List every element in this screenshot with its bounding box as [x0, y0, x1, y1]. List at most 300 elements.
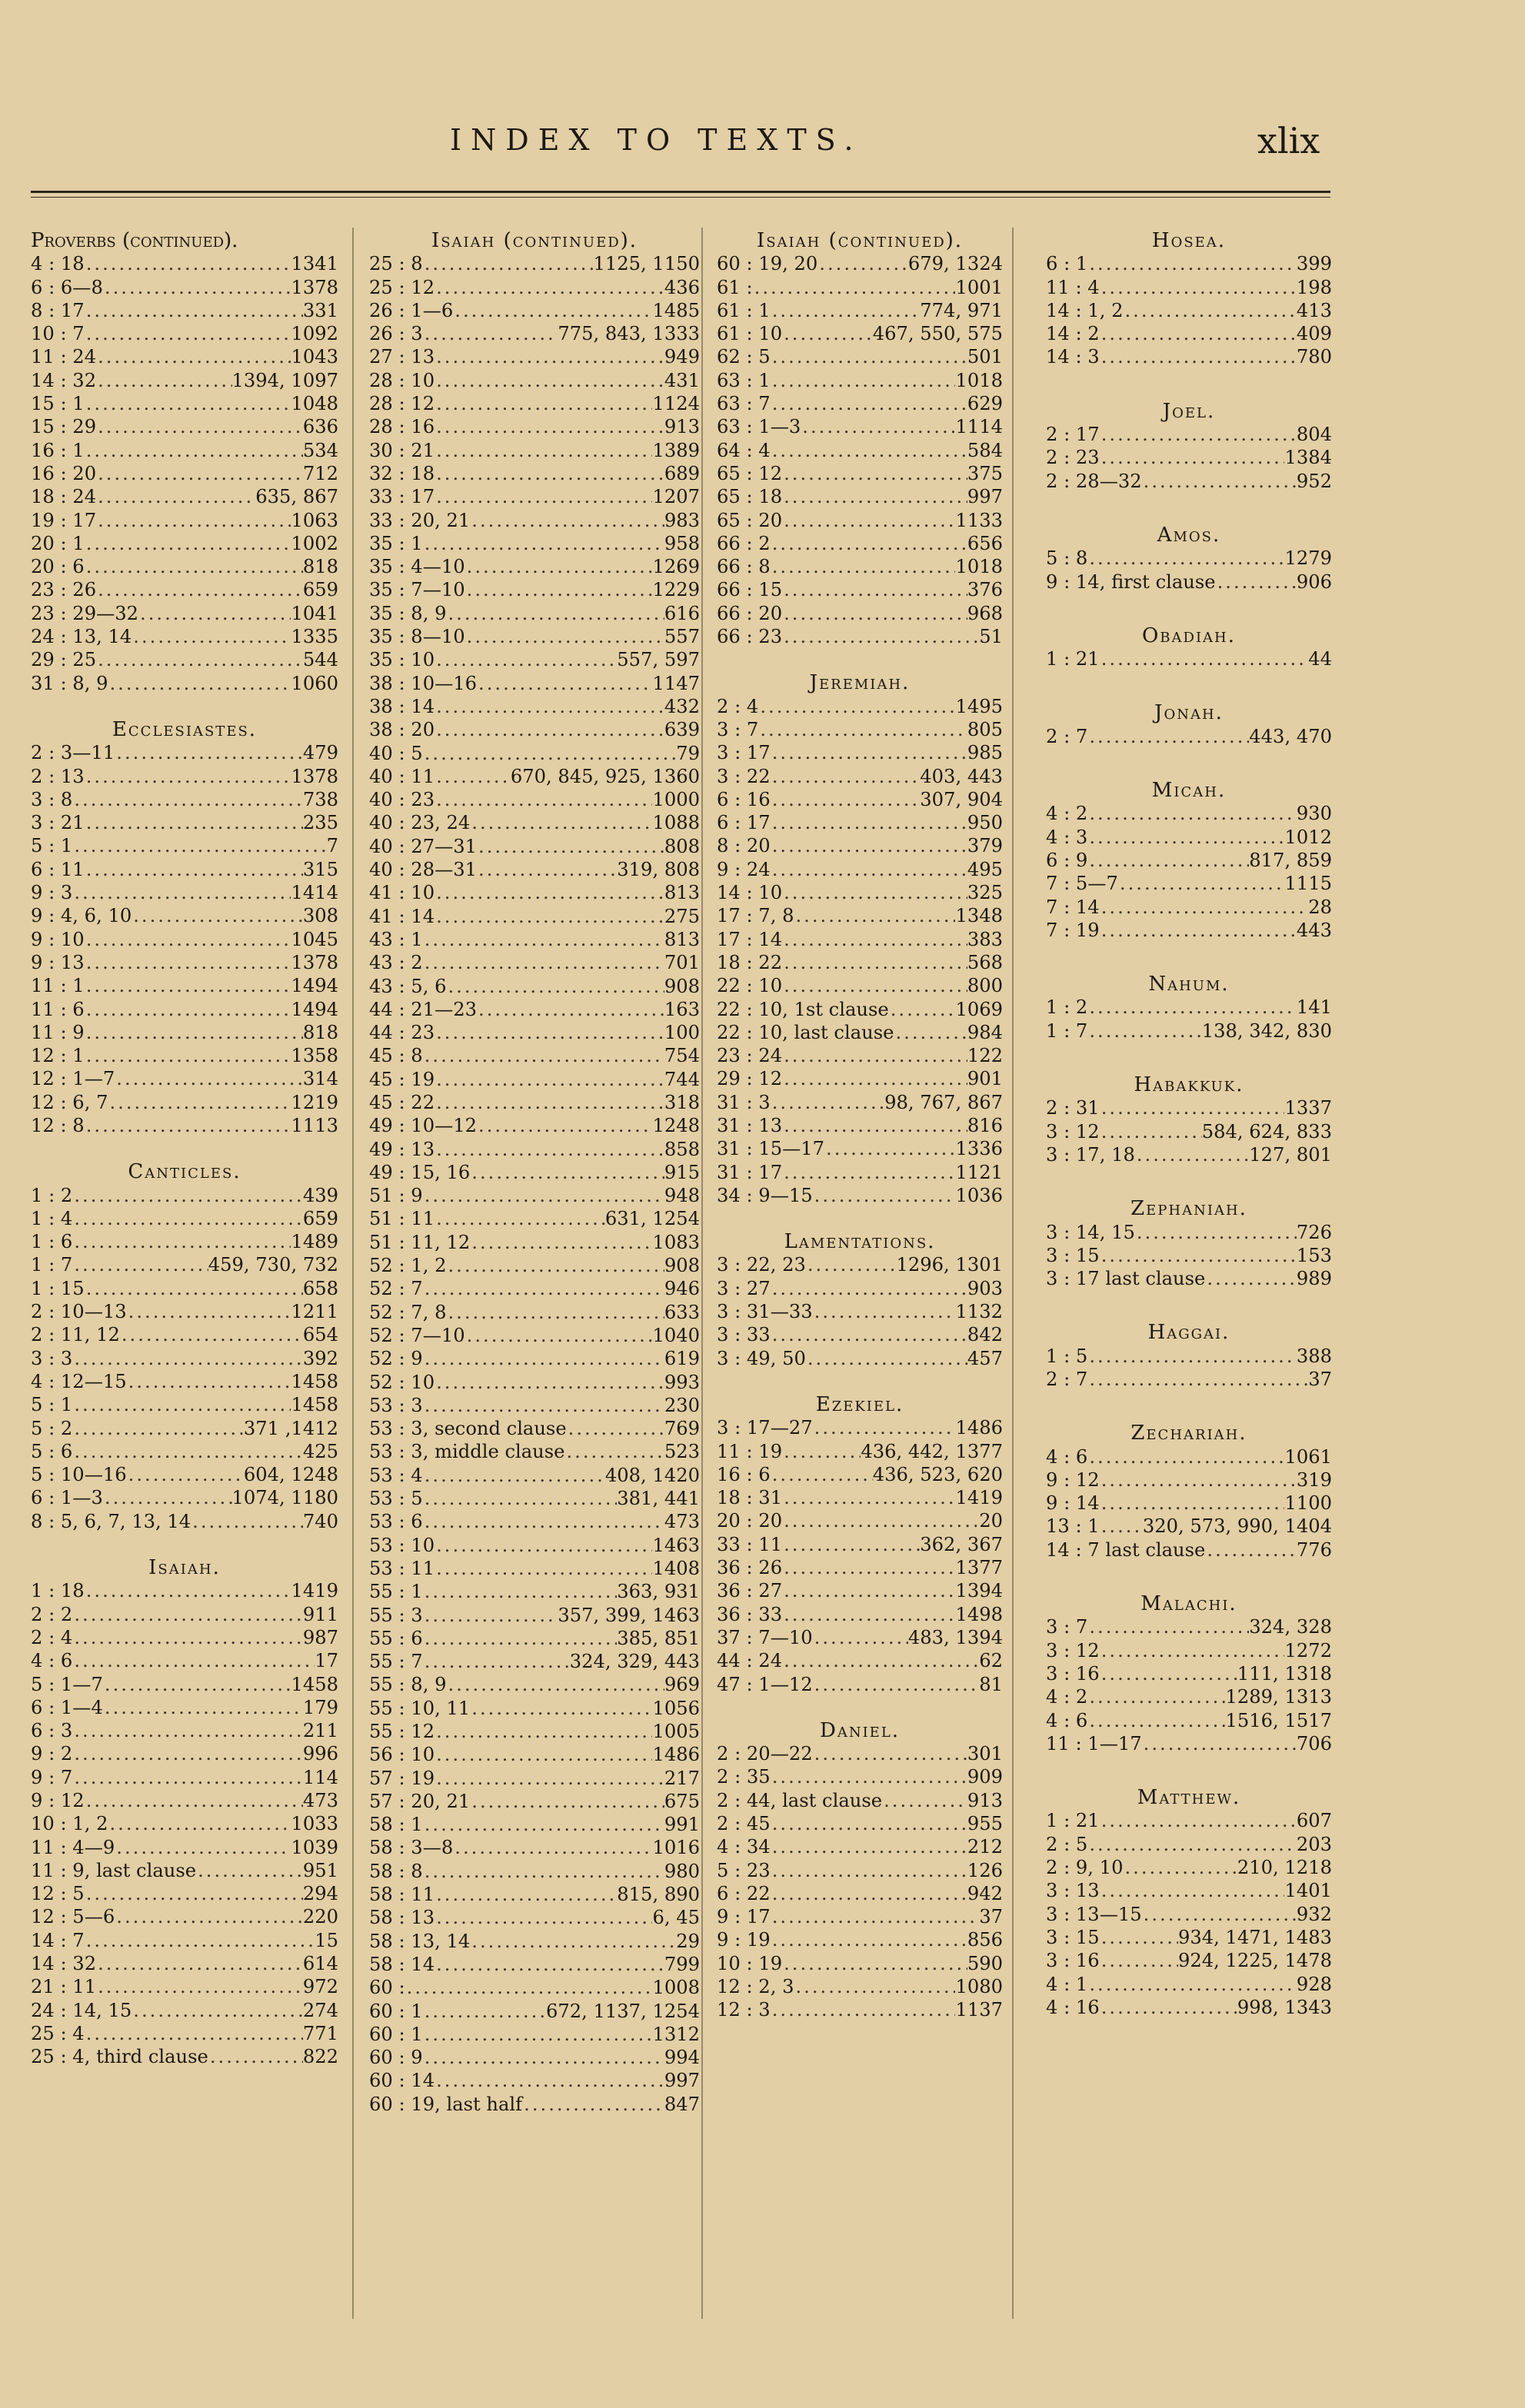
index-entry — [1046, 802, 1332, 825]
page-reference: 909 — [967, 1766, 1003, 1788]
section-gap — [1046, 594, 1332, 624]
page-reference: 1092 — [291, 323, 338, 345]
index-entry — [31, 1579, 338, 1602]
dot-leader — [758, 718, 967, 741]
dot-leader — [1100, 345, 1297, 368]
page-reference: 701 — [664, 952, 700, 974]
text-reference: 3 : 8 — [31, 788, 73, 810]
text-reference: 45 : 19 — [369, 1068, 435, 1090]
text-reference: 66 : 2 — [717, 532, 771, 554]
dot-leader — [782, 1486, 955, 1509]
index-entry — [1046, 1879, 1332, 1902]
index-entry — [31, 881, 338, 904]
index-entry — [1046, 1120, 1332, 1143]
dot-leader — [771, 1277, 967, 1300]
page-reference: 1289, 1313 — [1225, 1686, 1332, 1708]
text-reference: 2 : 13 — [31, 765, 85, 787]
dot-leader — [1100, 896, 1309, 919]
index-entry — [369, 1534, 700, 1557]
index-entry — [369, 1044, 700, 1067]
index-entry — [369, 1510, 700, 1533]
section-gap — [31, 1137, 338, 1160]
index-entry — [717, 811, 1003, 834]
index-entry — [1046, 1926, 1332, 1949]
text-reference: 3 : 17 last clause — [1046, 1268, 1206, 1290]
dot-leader — [1087, 547, 1284, 570]
page-reference: 1012 — [1284, 826, 1332, 848]
dot-leader — [771, 555, 956, 578]
index-entry — [1046, 1019, 1332, 1043]
index-entry — [369, 252, 700, 275]
index-entry — [369, 1277, 700, 1300]
text-reference: 2 : 20—22 — [717, 1743, 813, 1765]
dot-leader — [208, 2045, 303, 2068]
dot-leader — [1118, 872, 1285, 895]
page-reference: 991 — [664, 1814, 700, 1836]
text-reference: 9 : 12 — [1046, 1468, 1100, 1491]
dot-leader — [782, 951, 967, 974]
text-reference: 45 : 22 — [369, 1091, 435, 1113]
index-entry — [1046, 276, 1332, 299]
index-entry — [31, 1091, 338, 1114]
dot-leader — [794, 904, 955, 927]
text-reference: 4 : 34 — [717, 1836, 771, 1858]
page-reference: 816 — [967, 1114, 1003, 1136]
dot-leader — [191, 1510, 303, 1533]
page-reference: 473 — [302, 1790, 338, 1811]
dot-leader — [96, 415, 303, 438]
page-reference: 1495 — [955, 695, 1003, 717]
index-entry — [717, 1463, 1003, 1486]
text-reference: 49 : 10—12 — [369, 1115, 478, 1137]
text-reference: 6 : 1 — [1046, 253, 1088, 275]
index-entry — [369, 2069, 700, 2092]
index-entry — [369, 1813, 700, 1836]
page-reference: 425 — [302, 1440, 338, 1462]
text-reference: 5 : 6 — [31, 1440, 73, 1462]
page-reference: 656 — [967, 532, 1003, 554]
page-reference: 1458 — [291, 1673, 338, 1695]
text-reference: 23 : 29—32 — [31, 602, 139, 624]
text-reference: 44 : 23 — [369, 1022, 435, 1044]
text-reference: 4 : 3 — [1046, 826, 1088, 848]
text-reference: 35 : 4—10 — [369, 556, 465, 578]
dot-leader — [72, 1184, 303, 1207]
page-reference: 913 — [664, 416, 700, 438]
index-entry — [369, 1673, 700, 1696]
page-reference: 1348 — [955, 905, 1003, 927]
dot-leader — [108, 1091, 291, 1114]
dot-leader — [115, 741, 303, 764]
text-reference: 3 : 22, 23 — [717, 1254, 806, 1276]
text-reference: 14 : 2 — [1046, 323, 1100, 345]
dot-leader — [423, 1627, 618, 1650]
dot-leader — [85, 1579, 291, 1602]
dot-leader — [103, 1486, 232, 1509]
index-entry — [1046, 1221, 1332, 1244]
dot-leader — [782, 1533, 920, 1556]
index-entry — [717, 1440, 1003, 1463]
section-gap — [1046, 493, 1332, 524]
index-entry — [31, 1673, 338, 1696]
dot-leader — [435, 1371, 664, 1394]
index-entry — [717, 392, 1003, 415]
index-entry — [717, 299, 1003, 322]
text-reference: 24 : 14, 15 — [31, 1999, 132, 2021]
page-reference: 1008 — [652, 1977, 700, 1999]
index-entry — [717, 881, 1003, 904]
page-reference: 217 — [664, 1767, 700, 1789]
text-reference: 2 : 23 — [1046, 447, 1100, 469]
text-reference: 15 : 1 — [31, 393, 85, 415]
index-entry — [1046, 252, 1332, 275]
dot-leader — [564, 1440, 664, 1463]
header-rule-thin — [31, 197, 1330, 198]
index-entry — [31, 1463, 338, 1486]
text-reference: 2 : 3—11 — [31, 742, 115, 764]
dot-leader — [423, 1487, 618, 1510]
page-reference: 376 — [967, 579, 1003, 601]
text-reference: 14 : 1, 2 — [1046, 299, 1124, 321]
index-entry — [31, 834, 338, 857]
text-reference: 60 : 19, last half — [369, 2093, 523, 2115]
page-reference: 1056 — [652, 1697, 700, 1719]
page-reference: 1389 — [652, 439, 700, 461]
dot-leader — [1123, 1856, 1237, 1879]
page-reference: 114 — [302, 1766, 338, 1788]
text-reference: 7 : 14 — [1046, 896, 1100, 918]
text-reference: 9 : 19 — [717, 1929, 771, 1951]
page-reference: 324, 328 — [1249, 1616, 1332, 1638]
page-reference: 1063 — [291, 509, 338, 531]
text-reference: 63 : 1 — [717, 369, 771, 391]
dot-leader — [85, 998, 291, 1021]
index-entry — [369, 788, 700, 811]
page-reference: 198 — [1296, 276, 1332, 298]
text-reference: 2 : 17 — [1046, 424, 1100, 446]
text-reference: 11 : 1—17 — [1046, 1732, 1142, 1754]
text-reference: 3 : 33 — [717, 1324, 771, 1346]
dot-leader — [115, 1836, 291, 1859]
index-entry — [369, 1021, 700, 1044]
page-reference: 1229 — [652, 579, 700, 601]
page-reference: 1494 — [291, 998, 338, 1020]
dot-leader — [1205, 1267, 1296, 1290]
page-reference: 804 — [1296, 424, 1332, 446]
section-heading: Nahum. — [1148, 973, 1230, 996]
dot-leader — [1100, 1120, 1202, 1143]
text-reference: 12 : 6, 7 — [31, 1091, 108, 1113]
page-reference: 62 — [979, 1650, 1003, 1672]
index-entry — [1046, 1732, 1332, 1755]
page-reference: 928 — [1296, 1973, 1332, 1995]
text-reference: 43 : 1 — [369, 928, 423, 950]
page-reference: 308 — [302, 905, 338, 927]
text-reference: 11 : 4 — [1046, 276, 1100, 298]
page-reference: 740 — [302, 1510, 338, 1532]
text-reference: 5 : 1 — [31, 1394, 73, 1416]
index-entry — [369, 718, 700, 741]
index-entry — [369, 1650, 700, 1673]
dot-leader — [96, 578, 303, 601]
dot-leader — [85, 1277, 303, 1300]
index-entry — [369, 1371, 700, 1394]
page-number: xlix — [1257, 120, 1320, 161]
page-reference: 20 — [979, 1510, 1003, 1532]
dot-leader — [435, 439, 652, 462]
dot-leader — [771, 1463, 873, 1486]
index-entry — [1046, 570, 1332, 594]
text-reference: 35 : 7—10 — [369, 579, 465, 601]
dot-leader — [127, 1463, 244, 1486]
index-entry — [369, 1207, 700, 1230]
dot-leader — [435, 718, 664, 741]
section-heading: Jonah. — [1154, 701, 1224, 725]
dot-leader — [423, 951, 664, 974]
dot-leader — [132, 1999, 303, 2022]
index-entry — [31, 392, 338, 415]
text-reference: 55 : 12 — [369, 1721, 435, 1742]
dot-leader — [1100, 1879, 1285, 1902]
text-reference: 51 : 11 — [369, 1208, 435, 1230]
text-reference: 6 : 11 — [31, 858, 85, 880]
dot-leader — [813, 1742, 967, 1765]
dot-leader — [782, 509, 955, 532]
dot-leader — [889, 998, 956, 1021]
text-reference: 55 : 3 — [369, 1604, 423, 1626]
text-reference: 58 : 1 — [369, 1814, 423, 1836]
page-reference: 754 — [664, 1045, 700, 1067]
text-reference: 20 : 1 — [31, 532, 85, 554]
dot-leader — [782, 602, 967, 625]
page-reference: 998, 1343 — [1237, 1996, 1332, 2018]
page-reference: 799 — [664, 1953, 700, 1975]
text-reference: 44 : 21—23 — [369, 998, 478, 1020]
page-reference: 948 — [664, 1185, 700, 1207]
text-reference: 1 : 15 — [31, 1277, 85, 1299]
text-reference: 14 : 32 — [31, 369, 97, 391]
index-entry — [1046, 1492, 1332, 1515]
text-reference: 38 : 14 — [369, 695, 435, 717]
page-reference: 908 — [664, 1255, 700, 1277]
page-reference: 994 — [664, 2047, 700, 2069]
index-entry — [717, 695, 1003, 718]
dot-leader — [85, 252, 291, 275]
text-reference: 33 : 17 — [369, 486, 435, 508]
index-entry — [369, 1604, 700, 1627]
index-entry — [369, 1417, 700, 1440]
dot-leader — [782, 1603, 955, 1626]
dot-leader — [435, 1557, 652, 1580]
text-reference: 3 : 7 — [717, 718, 759, 740]
index-entry — [369, 1627, 700, 1650]
dot-leader — [782, 1044, 967, 1067]
text-reference: 28 : 16 — [369, 416, 435, 438]
page-reference: 210, 1218 — [1237, 1857, 1332, 1879]
dot-leader — [1216, 570, 1297, 594]
dot-leader — [72, 1766, 303, 1789]
dot-leader — [1100, 446, 1285, 469]
page-reference: 1408 — [652, 1557, 700, 1579]
page-reference: 275 — [664, 905, 700, 927]
dot-leader — [477, 672, 652, 695]
index-entry — [717, 741, 1003, 764]
page-reference: 1485 — [652, 299, 700, 321]
index-entry — [369, 1347, 700, 1370]
dot-leader — [1100, 1926, 1178, 1949]
page-reference: 636 — [302, 416, 338, 438]
index-entry — [1046, 1709, 1332, 1732]
page-reference: 616 — [664, 602, 700, 624]
dot-leader — [435, 1068, 664, 1091]
page-reference: 443, 470 — [1249, 725, 1332, 747]
page-reference: 81 — [979, 1673, 1003, 1695]
text-reference: 2 : 5 — [1046, 1833, 1088, 1855]
dot-leader — [465, 555, 653, 578]
index-entry — [31, 904, 338, 927]
page-reference: 818 — [302, 556, 338, 578]
page-reference: 1394 — [955, 1580, 1003, 1602]
index-entry — [1046, 1809, 1332, 1832]
index-entry — [717, 718, 1003, 741]
page-reference: 467, 550, 575 — [872, 323, 1003, 345]
dot-leader — [771, 392, 967, 415]
index-entry — [369, 648, 700, 671]
text-reference: 12 : 8 — [31, 1114, 85, 1136]
page-reference: 813 — [664, 882, 700, 904]
index-entry — [369, 1068, 700, 1091]
index-entry — [1046, 345, 1332, 368]
dot-leader — [85, 1882, 303, 1905]
page-reference: 1419 — [291, 1580, 338, 1602]
text-reference: 1 : 21 — [1046, 1810, 1100, 1832]
dot-leader — [771, 858, 967, 881]
index-entry — [31, 369, 338, 392]
dot-leader — [771, 1812, 967, 1835]
page-reference: 1401 — [1284, 1880, 1332, 1902]
section-heading: Haggai. — [1147, 1321, 1230, 1345]
text-reference: 9 : 2 — [31, 1743, 73, 1765]
text-reference: 53 : 6 — [369, 1511, 423, 1533]
index-entry — [369, 1324, 700, 1347]
text-reference: 51 : 11, 12 — [369, 1231, 471, 1253]
dot-leader — [435, 485, 652, 508]
dot-leader — [771, 1905, 980, 1928]
text-reference: 53 : 5 — [369, 1488, 423, 1510]
text-reference: 53 : 3, second clause — [369, 1418, 567, 1440]
text-reference: 60 : 1 — [369, 2023, 423, 2045]
page-reference: 6, 45 — [652, 1907, 700, 1929]
page-reference: 1207 — [652, 486, 700, 508]
text-reference: 33 : 11 — [717, 1533, 783, 1555]
page-reference: 1378 — [291, 951, 338, 973]
text-reference: 4 : 6 — [1046, 1709, 1088, 1731]
page-reference: 1088 — [652, 812, 700, 834]
text-reference: 3 : 15 — [1046, 1244, 1100, 1266]
text-reference: 41 : 10 — [369, 882, 435, 904]
dot-leader — [1100, 1096, 1285, 1119]
text-reference: 40 : 28—31 — [369, 859, 478, 881]
text-reference: 3 : 16 — [1046, 1950, 1100, 1972]
text-reference: 55 : 1 — [369, 1581, 423, 1603]
text-reference: 3 : 13 — [1046, 1880, 1100, 1902]
dot-leader — [782, 462, 967, 485]
page-reference: 568 — [967, 951, 1003, 973]
dot-leader — [453, 299, 652, 322]
page-reference: 1040 — [652, 1324, 700, 1346]
dot-leader — [1087, 849, 1249, 872]
page-reference: 1132 — [955, 1301, 1003, 1323]
text-reference: 1 : 18 — [31, 1580, 85, 1602]
dot-leader — [470, 1161, 664, 1184]
page-reference: 1100 — [1284, 1492, 1332, 1515]
dot-leader — [782, 578, 967, 601]
dot-leader — [85, 974, 291, 997]
dot-leader — [96, 1952, 303, 1975]
page-reference: 1048 — [291, 393, 338, 415]
section-heading: Micah. — [1151, 779, 1227, 803]
dot-leader — [771, 439, 967, 462]
index-entry — [717, 1905, 1003, 1928]
dot-leader — [1087, 1445, 1284, 1468]
page-reference: 654 — [302, 1324, 338, 1346]
dot-leader — [782, 1556, 955, 1579]
text-reference: 1 : 4 — [31, 1207, 73, 1229]
page-reference: 274 — [302, 1999, 338, 2021]
dot-leader — [771, 1323, 967, 1346]
text-reference: 11 : 24 — [31, 346, 97, 368]
page-reference: 1211 — [291, 1301, 338, 1323]
text-reference: 65 : 12 — [717, 462, 783, 484]
section-heading: Hosea. — [1151, 229, 1227, 252]
page-reference: 1248 — [652, 1115, 700, 1137]
dot-leader — [96, 345, 291, 368]
text-reference: 33 : 20, 21 — [369, 509, 471, 531]
dot-leader — [72, 1207, 303, 1230]
page-reference: 436 — [664, 276, 700, 298]
page-reference: 946 — [664, 1278, 700, 1300]
dot-leader — [782, 974, 967, 997]
index-entry — [369, 602, 700, 625]
text-reference: 1 : 7 — [1046, 1019, 1088, 1042]
dot-leader — [1100, 276, 1297, 299]
index-entry — [369, 1976, 700, 1999]
page-reference: 675 — [664, 1790, 700, 1812]
text-reference: 3 : 27 — [717, 1277, 771, 1299]
page-reference: 950 — [967, 812, 1003, 834]
text-reference: 43 : 2 — [369, 952, 423, 974]
text-reference: 25 : 4 — [31, 2022, 85, 2044]
page-reference: 385, 851 — [617, 1627, 700, 1649]
dot-leader — [435, 788, 652, 811]
index-entry — [1046, 826, 1332, 849]
text-reference: 11 : 1 — [31, 975, 85, 997]
text-reference: 53 : 3 — [369, 1394, 423, 1416]
page-reference: 1394, 1097 — [231, 369, 338, 391]
text-reference: 3 : 17, 18 — [1046, 1143, 1135, 1166]
index-entry — [717, 1649, 1003, 1672]
index-entry — [1046, 1856, 1332, 1879]
index-entry — [369, 485, 700, 508]
text-reference: 55 : 8, 9 — [369, 1674, 447, 1696]
dot-leader — [824, 1137, 955, 1160]
text-reference: 49 : 15, 16 — [369, 1161, 471, 1183]
dot-leader — [132, 904, 303, 927]
index-entry — [369, 951, 700, 974]
page-reference: 930 — [1296, 803, 1332, 825]
index-entry — [717, 858, 1003, 881]
text-reference: 6 : 17 — [717, 812, 771, 834]
